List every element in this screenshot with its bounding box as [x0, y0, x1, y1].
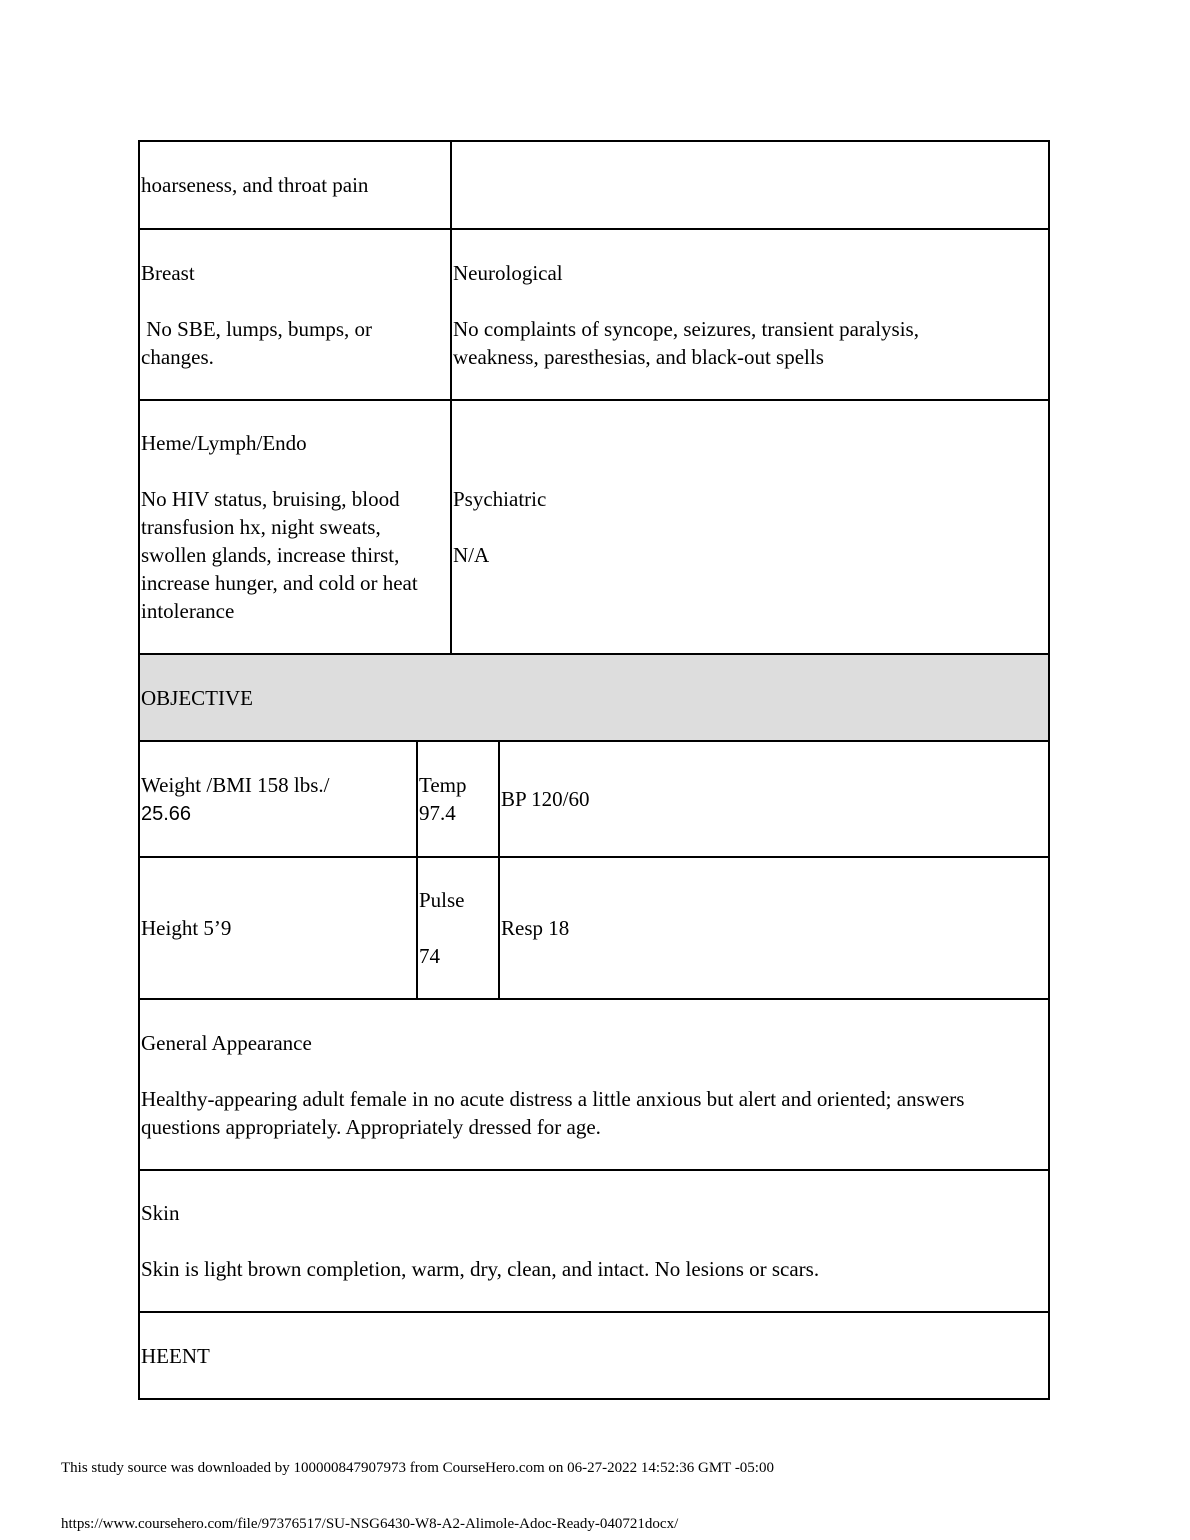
temp-label: Temp — [419, 773, 467, 797]
general-appearance-row — [139, 999, 1049, 1170]
skin-cell — [139, 1170, 1049, 1312]
psychiatric-text: N/A — [453, 543, 490, 567]
weight-bmi-label: Weight /BMI 158 lbs./ — [141, 772, 330, 797]
neurological-heading: Neurological — [453, 260, 563, 285]
heent-heading: HEENT — [141, 1343, 210, 1368]
download-notice: This study source was downloaded by 100000847907973 from CourseHero.com on 06-27-2022 14:52:36 GMT -05:00 — [61, 1460, 774, 1476]
height-value: Height 5’9 — [141, 916, 232, 940]
temp-value: 97.4 — [419, 801, 456, 825]
psychiatric-cell — [451, 400, 1049, 654]
skin-text: Skin is light brown completion, warm, dry, clean, and intact. No lesions or scars. — [141, 1257, 820, 1281]
bp-value: BP 120/60 — [501, 787, 590, 811]
breast-cell — [139, 229, 451, 400]
pulse-label: Pulse — [419, 888, 465, 912]
breast-heading: Breast — [141, 260, 195, 285]
ros-continued-cell — [139, 141, 451, 229]
objective-header-row — [139, 654, 1049, 741]
pulse-cell — [417, 857, 499, 999]
general-appearance-text: Healthy-appearing adult female in no acute distress a little anxious but alert and oriented; answers questions appropriately. Appropriately dressed for age. — [141, 1086, 965, 1139]
vitals-row-2 — [139, 857, 1049, 999]
weight-bmi-cell — [139, 741, 417, 857]
temp-cell — [417, 741, 499, 857]
skin-heading: Skin — [141, 1201, 180, 1225]
ros-continued-text: hoarseness, and throat pain — [141, 173, 369, 197]
skin-row — [139, 1170, 1049, 1312]
height-cell — [139, 857, 417, 999]
general-appearance-heading: General Appearance — [141, 1030, 312, 1055]
pulse-value: 74 — [419, 944, 440, 968]
bp-cell — [499, 741, 1049, 857]
psychiatric-heading: Psychiatric — [453, 487, 547, 511]
heme-lymph-endo-cell — [139, 400, 451, 654]
heme-lymph-endo-text: No HIV status, bruising, blood transfusion hx, night sweats, swollen glands, increase thirst, increase hunger, and cold or heat intolerance — [141, 487, 418, 623]
breast-text: No SBE, lumps, bumps, or changes. — [141, 316, 378, 369]
heent-cell — [139, 1312, 1049, 1399]
heent-row — [139, 1312, 1049, 1399]
source-url[interactable]: https://www.coursehero.com/file/97376517/SU-NSG6430-W8-A2-Alimole-Adoc-Ready-040721docx/ — [61, 1516, 679, 1532]
neurological-cell — [451, 229, 1049, 400]
ros-continued-empty-cell — [451, 141, 1049, 229]
objective-header-cell — [139, 654, 1049, 741]
neurological-text: No complaints of syncope, seizures, transient paralysis, weakness, paresthesias, and black-out spells — [453, 316, 919, 369]
general-appearance-cell — [139, 999, 1049, 1170]
bmi-value: 25.66 — [141, 802, 192, 825]
resp-value: Resp 18 — [501, 916, 570, 940]
resp-cell — [499, 857, 1049, 999]
soap-note-table — [138, 140, 1050, 1400]
objective-heading: OBJECTIVE — [141, 685, 253, 710]
vitals-row-1 — [139, 741, 1049, 857]
heme-psych-row — [139, 400, 1049, 654]
breast-neuro-row — [139, 229, 1049, 400]
ros-continued-row — [139, 141, 1049, 229]
heme-lymph-endo-heading: Heme/Lymph/Endo — [141, 431, 307, 455]
